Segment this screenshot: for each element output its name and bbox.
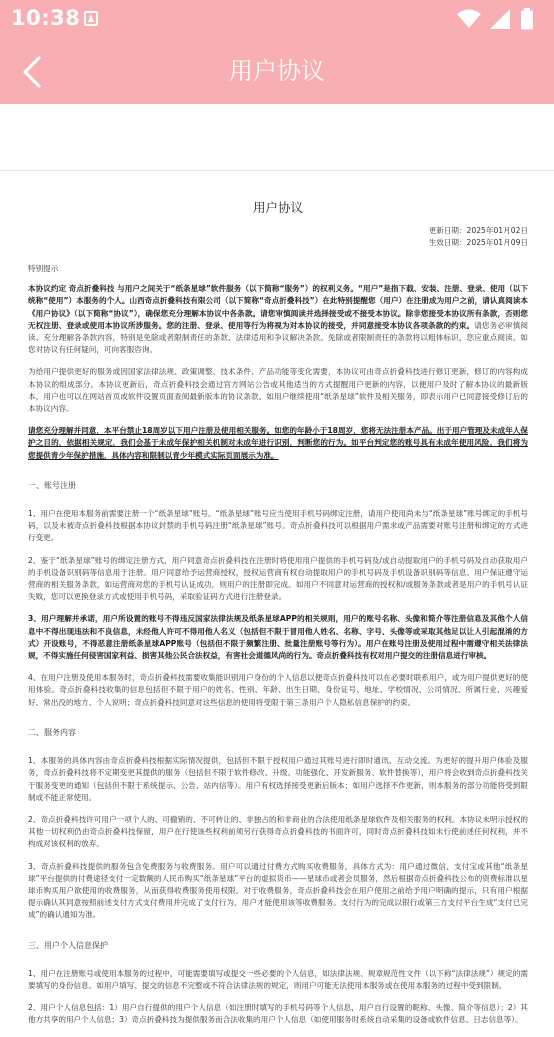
battery-icon	[520, 8, 534, 30]
signal-icon	[488, 8, 512, 30]
app-bar	[0, 0, 554, 104]
section-heading: 一、账号注册	[28, 480, 76, 490]
divider	[0, 170, 554, 171]
paragraph	[28, 283, 528, 356]
agreement-content[interactable]	[0, 104, 554, 1025]
paragraph: 2、用户个人信息包括：1）用户自行提供的用户个人信息（如注册时填写的手机号码等个人信息，用户自行设置的昵称、头像、简介等信息）；2）其他方共享的用户个人信息；3）奇点折叠科技为提供服务而合法收集的用户个人信息（如使用服务时系统自动采集的设备或软件信息、日志信息等）。	[28, 1003, 528, 1025]
page-title: 用户协议	[229, 57, 325, 85]
wifi-icon	[456, 8, 482, 30]
paragraph: 1、本服务的具体内容由奇点折叠科技根据实际情况提供，包括但不限于授权用户通过其账号进行即时通讯、互动交流。为更好的提升用户体验及服务，奇点折叠科技将不定期变更其提供的服务（包括但不限于软件修改、升级、功能强化、开发新服务、软件替换等），用户将会收到奇点折叠科技关于服务变更的通知（包括但不限于系统提示、公告、站内信等）。用户有权选择接受更新后版本；如用户选择不作更新，则本服务的部分功能将受到限制或不能正常使用。	[28, 756, 528, 802]
agreement-document	[28, 199, 528, 1037]
minor-protection-paragraph: 请您充分理解并同意，本平台禁止18周岁以下用户注册及使用相关服务。如您的年龄小于18周岁，您将无法注册本产品。出于用户管理及未成年人保护之目的，依据相关规定，我们会基于未成年保护相关机制对未成年进行识别，判断您的行为。如平台判定您的账号具有未成年使用风险，我们将为您提供青少年保护措施，具体内容和限制以青少年模式实际页面展示为准。	[28, 426, 528, 460]
paragraph: 4、在用户注册及使用本服务时，奇点折叠科技需要收集能识别用户身份的个人信息以便奇点折叠科技可以在必要时联系用户，或为用户提供更好的使用体验。奇点折叠科技收集的信息包括但不限于用户的姓名、性别、年龄、出生日期、身份证号、地址、学校情况、公司情况、所属行业、兴趣爱好、常出没的地方、个人说明；奇点折叠科技同意对这些信息的使用将受限于第三条用户个人隐私信息保护的约束。	[28, 673, 528, 707]
paragraph: 2、奇点折叠科技许可用户一项个人的、可撤销的、不可转让的、非独占的和非商业的合法使用纸条星球软件及相关服务的权利。本协议未明示授权的其他一切权利仍由奇点折叠科技保留，用户在行使该些权利前须另行获得奇点折叠科技的书面许可，同时奇点折叠科技如未行使前述任何权利，并不构成对该权利的放弃。	[28, 814, 528, 849]
notice-label: 特别提示	[28, 264, 59, 273]
paragraph: 2、鉴于“纸条星球”账号的绑定注册方式，用户同意奇点折叠科技在注册时将使用用户提供的手机号码及/或自动提取用户的手机号码及自动获取用户的手机设备识别码等信息用于注册。用户同意给予运营商授权，授权运营商有权自动提取用户的手机号码及手机设备识别码等信息。用户保证遵守运营商的相关服务条款，如运营商对您的手机号认证成功，则用户的注册即完成。如用户不同意对运营商的授权和/或服务条款或者是用户的手机号认证失败，您可以更换登录方式或使用手机号码，采取验证码方式进行注册登录。	[28, 555, 528, 602]
paragraph: 1、用户在注册账号或使用本服务的过程中，可能需要填写或提交一些必要的个人信息，如法律法规、规章规范性文件（以下称“法律法规”）规定的需要填写的身份信息。如用户填写、提交的信息不完整或不符合法律法规的规定，则用户可能无法使用本服务或在使用本服务的过程中受到限制。	[28, 968, 528, 990]
paragraph: 1、用户在使用本服务前需要注册一个“纸条星球”账号。“纸条星球”账号应当使用手机号码绑定注册，请用户使用尚未与“纸条星球”账号绑定的手机号码，以及未被奇点折叠科技根据本协议封禁的手机号码注册“纸条星球”账号。奇点折叠科技可以根据用户需求或产品需要对账号注册和绑定的方式进行变更。	[28, 509, 528, 543]
status-time: 10:38	[11, 6, 81, 30]
paragraph: 为给用户提供更好的服务或因国家法律法规、政策调整、技术条件、产品功能等变化需要，本协议可由奇点折叠科技进行修订更新，修订的内容构成本协议的组成部分。本协议更新后，奇点折叠科技会通过官方网站公告或其他适当的方式提醒用户更新的内容，以便用户及时了解本协议的最新版本，用户也可以在网站首页或软件设置页面查阅最新版本的协议条款。如用户继续使用“纸条星球”软件及相关服务，即表示用户已同意接受修订后的本协议内容。	[28, 367, 528, 414]
paragraph: 3、奇点折叠科技提供的服务包含免费服务与收费服务。用户可以通过付费方式购买收费服务，具体方式为：用户通过微信、支付宝或其他“纸条星球”平台提供的付费途径支付一定数额的人民币购买“纸条星球”平台的虚拟货币——星球币或者会员服务，然后根据奇点折叠科技公布的资费标准以星球币购买用户欲使用的收费服务，从而获得收费服务使用权限。对于收费服务，奇点折叠科技会在用户使用之前给予用户明确的提示，只有用户根据提示确认其同意按照前述支付方式支付费用并完成了支付行为，用户才能使用该等收费服务。支付行为的完成以银行或第三方支付平台生成“支付已完成”的确认通知为准。	[28, 861, 528, 920]
title-bar	[0, 38, 554, 104]
back-button[interactable]	[10, 50, 54, 94]
paragraph-bold: 本协议约定 奇点折叠科技 与用户之间关于“纸条星球”软件服务（以下简称“服务”）的权利义务。“用户”是指下载、安装、注册、登录、使用（以下统称“使用”）本服务的个人。山西奇点折叠科技有限公司（以下简称“奇点折叠科技”）在此特别提醒您（用户）在注册成为用户之前，请认真阅读本《用户协议》（以下简称“协议”），确保您充分理解本协议中各条款。请您审慎阅读并选择接受或不接受本协议。除非您接受本协议所有条款，否则您无权注册、登录或使用本协议所涉服务。您的注册、登录、使用等行为将视为对本协议的接受，并同意接受本协议各项条款的约束。	[28, 284, 528, 330]
notification-app-icon	[84, 11, 98, 26]
effective-date: 生效日期：2025年01月09日	[428, 238, 528, 247]
document-title: 用户协议	[252, 200, 303, 215]
updated-date: 更新日期：2025年01月02日	[428, 226, 528, 235]
paragraph-text: 请您务必审慎阅读、充分理解各条款内容，特别是免除或者限制责任的条款、法律适用和争议解决条款。免除或者限制责任的条款将以粗体标识，您应重点阅读。如您对协议有任何疑问，可向客服咨询。	[28, 320, 529, 355]
paragraph: 3、用户理解并承诺，用户所设置的账号不得违反国家法律法规及纸条星球APP的相关规则，用户的账号名称、头像和简介等注册信息及其他个人信息中不得出现违法和不良信息，未经他人许可不得用他人名义（包括但不限于冒用他人姓名、名称、字号、头像等或采取其他足以让人引起混淆的方式）开设账号，不得恶意注册纸条星球APP账号（包括但不限于频繁注册、批量注册账号等行为）。用户在账号注册及使用过程中需遵守相关法律法规，不得实施任何侵害国家利益、损害其他公民合法权益，有害社会道德风尚的行为。奇点折叠科技有权对用户提交的注册信息进行审核。	[28, 614, 528, 661]
section-heading: 二、服务内容	[28, 727, 76, 737]
status-icons	[456, 8, 544, 30]
section-heading: 三、用户个人信息保护	[28, 940, 108, 950]
status-bar	[0, 0, 554, 38]
chevron-left-icon	[10, 50, 54, 94]
document-dates	[28, 225, 528, 249]
